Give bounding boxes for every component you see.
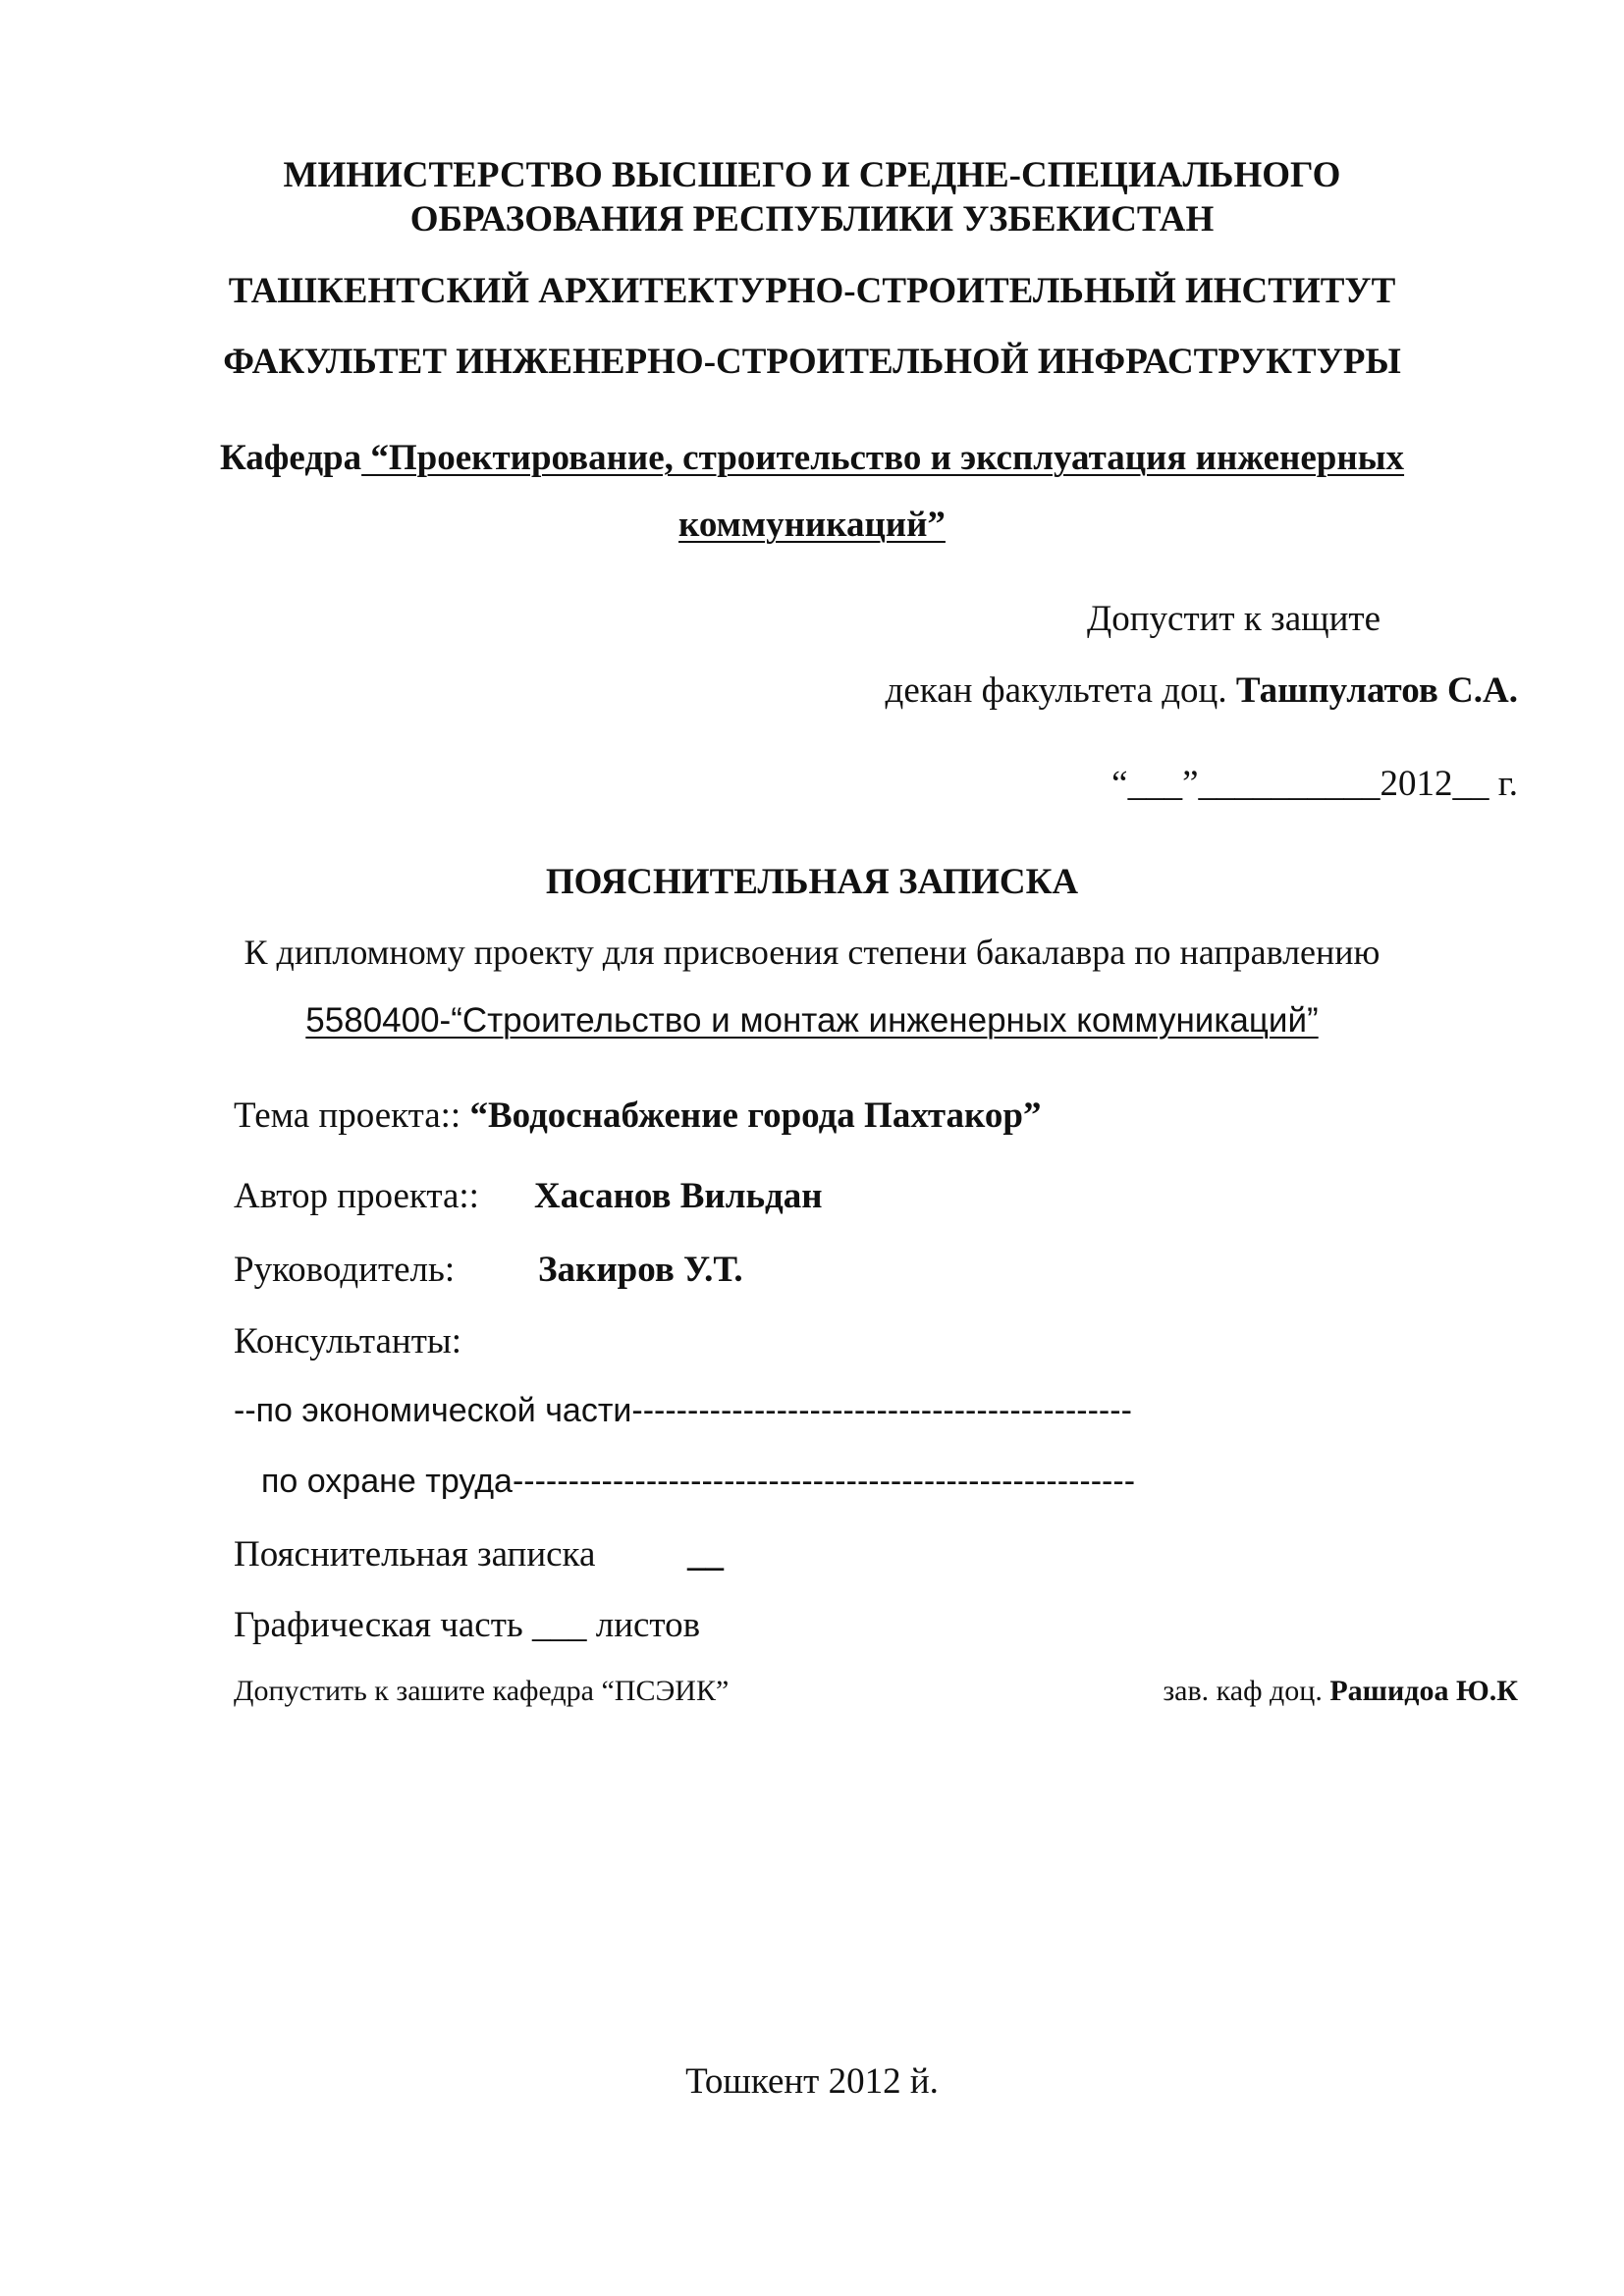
dean-name: Ташпулатов С.А.	[1235, 670, 1518, 711]
city-year: Тошкент 2012 й.	[685, 2061, 939, 2102]
supervisor-value: Закиров У.Т.	[538, 1250, 743, 1290]
admit-department: Допустить к зашите кафедра “ПСЭИК”	[234, 1675, 730, 1707]
topic-value: “Водоснабжение города Пахтакор”	[469, 1095, 1042, 1136]
consultant-safety: по охране труда--------------------------------------------------------	[261, 1463, 1136, 1500]
author-value: Хасанов Вильдан	[534, 1176, 823, 1216]
head-name: Рашидоа Ю.К	[1329, 1675, 1518, 1707]
dean-prefix: декан факультета доц.	[885, 670, 1227, 711]
admit-to-defense: Допустит к защите	[1087, 599, 1380, 639]
author-label: Автор проекта::	[234, 1176, 479, 1216]
department-name-1: “Проектирование, строительство и эксплуатация инженерных	[361, 438, 1405, 478]
consultants-label: Консультанты:	[234, 1321, 462, 1362]
project-direction	[0, 1003, 1624, 1038]
consultant-economics: --по экономической части---------------------------------------------	[234, 1392, 1132, 1429]
topic-label: Тема проекта::	[234, 1095, 461, 1136]
faculty-name: ФАКУЛЬТЕТ ИНЖЕНЕРНО-СТРОИТЕЛЬНОЙ ИНФРАСТРУКТУРЫ	[223, 342, 1401, 382]
direction-text: 5580400-“Строительство и монтаж инженерных коммуникаций”	[305, 1001, 1319, 1040]
topic-row	[234, 1097, 1041, 1134]
supervisor-label: Руководитель:	[234, 1250, 456, 1290]
head-prefix: зав. каф доц.	[1163, 1675, 1323, 1707]
department-line-2	[0, 507, 1624, 543]
graphics-label: Графическая часть ___ листов	[234, 1605, 701, 1645]
head-line	[1163, 1677, 1518, 1706]
department-name-2: коммуникаций”	[678, 505, 946, 545]
department-prefix: Кафедра	[219, 438, 362, 478]
document-type: ПОЯСНИТЕЛЬНАЯ ЗАПИСКА	[545, 862, 1079, 902]
institute-name: ТАШКЕНТСКИЙ АРХИТЕКТУРНО-СТРОИТЕЛЬНЫЙ ИНСТИТУТ	[228, 271, 1396, 311]
note-blank: __	[687, 1534, 724, 1575]
project-purpose: К дипломному проекту для присвоения степени бакалавра по направлению	[244, 933, 1380, 972]
department-line-1	[0, 440, 1624, 476]
approval-date: “___”__________2012__ г.	[1111, 764, 1518, 804]
note-label: Пояснительная записка	[234, 1534, 596, 1575]
dean-line	[886, 672, 1518, 709]
ministry-line-2: ОБРАЗОВАНИЯ РЕСПУБЛИКИ УЗБЕКИСТАН	[409, 199, 1215, 240]
ministry-line-1: МИНИСТЕРСТВО ВЫСШЕГО И СРЕДНЕ-СПЕЦИАЛЬНОГО	[283, 155, 1341, 195]
